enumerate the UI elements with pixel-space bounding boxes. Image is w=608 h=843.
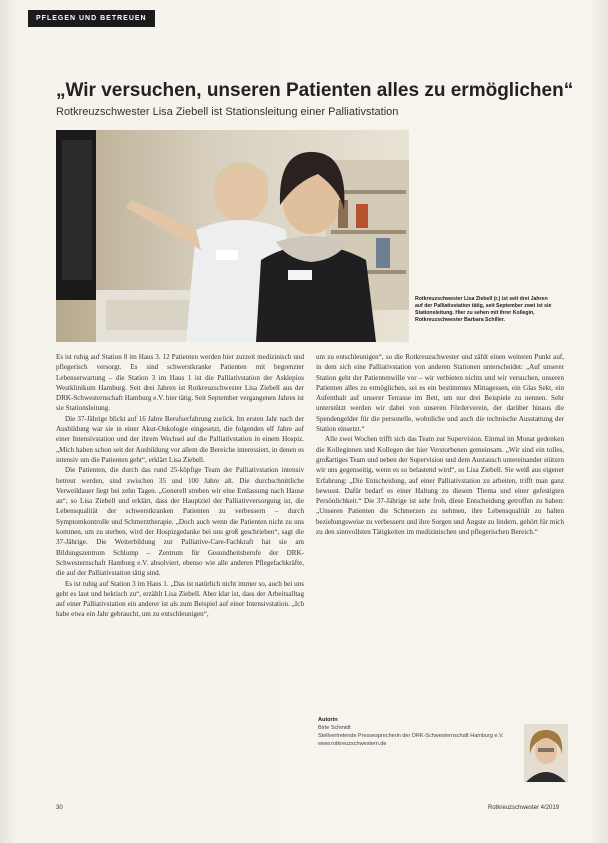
article-photo bbox=[56, 130, 409, 342]
author-url[interactable]: www.rotkreuzschwestern.de bbox=[318, 741, 387, 747]
author-box bbox=[318, 716, 518, 748]
paragraph: Alle zwei Wochen trifft sich das Team zur Supervision. Einmal im Monat gedenken die Kolleginnen und Kollegen der hier Verstorbenen gemeinsam. „Wir sind ein tolles, großartiges Team und neben der Supervision und dem Austausch untereinander stützen wir uns gegenseitig, wenn es so belastend wird“, so Lisa Ziebell. Sie weiß aus eigener Erfahrung: „Die Entscheidung, auf einer Palliativstation zu arbeiten, trifft man ganz bewusst. Dafür bedarf es einer Haltung zu diesem Thema und einer gefestigten Persönlichkeit.“ Die 37-Jährige ist sehr froh, diese Entscheidung getroffen zu haben: „Unseren Patienten die Schmerzen zu nehmen, ihre Lebensqualität zu halten beziehungsweise zu verbessern und ihre Sorgen und Ängste zu lindern, gehört für mich zu den sinnvollsten Tätigkeiten im medizinischen und pflegerischen Bereich.“ bbox=[316, 435, 564, 537]
article-column-right bbox=[316, 352, 564, 652]
paragraph: Es ist ruhig auf Station 3 im Haus 1. „Das ist natürlich nicht immer so, auch bei uns geht es laut und hektisch zu“, erzählt Lisa Ziebell. Aber klar ist, dass der Arbeitsalltag auf einer Palliativstation ein anderer ist als zum Beispiel auf einer Intensivstation. „Ich habe etwa ein Jahr gebraucht, um zu entschleunigen“, bbox=[56, 579, 304, 619]
paragraph: Die 37-Jährige blickt auf 16 Jahre Berufserfahrung zurück. Im ersten Jahr nach der Ausbildung war sie in einer Akut-Onkologie eingesetzt, die folgenden elf Jahre auf einer Intensivstation und der ihrem Wechsel auf die Palliativstation in einem Hospiz. „Mich haben schon seit der Ausbildung vor allem die Bereiche interessiert, in denen es intensiv um die Patienten geht“, erklärt Lisa Ziebell. bbox=[56, 414, 304, 464]
paragraph: Es ist ruhig auf Station 8 im Haus 3. 12 Patienten werden hier zurzeit medizinisch und pflegerisch versorgt. Es sind schwerstkranke Patienten mit begrenzter Lebenserwartung – die Station 3 im Haus 1 ist die Palliativstation der Asklepios Westklinikum Hamburg. Seit drei Jahren ist Rotkreuzschwester Lisa Ziebell aus der DRK-Schwesternschaft Hamburg e.V. hier tätig. Seit September vergangenen Jahres ist sie Stationsleitung. bbox=[56, 353, 304, 413]
author-photo bbox=[524, 724, 568, 782]
magazine-issue: Rotkreuzschwester 4/2019 bbox=[488, 805, 560, 811]
article-title: „Wir versuchen, unseren Patienten alles zu ermöglichen“ bbox=[56, 80, 574, 101]
author-label: Autorin bbox=[318, 717, 338, 723]
section-tag: PFLEGEN UND BETREUEN bbox=[28, 10, 155, 27]
author-portrait bbox=[524, 724, 568, 782]
page-number: 30 bbox=[56, 805, 63, 811]
article-column-left bbox=[56, 352, 304, 752]
paragraph: um zu entschleunigen“, so die Rotkreuzschwester und zählt einen weiteren Punkt auf, in dem sich eine Palliativstation von anderen Stationen unterscheidet: „Auf unserer Station geht der Patientenwille vor – wir verbieten nichts und wir versuchen, unseren Patienten alles zu ermöglichen, sei es ein bestimmtes Mittagessen, ein Glas Sekt, ein Aufenthalt auf unserer Terrasse im Bett, um nur drei Beispiele zu nennen. Sehr unterstützt werden wir dabei von unseren Förderverein, der darüber hinaus die Spendengelder für die personelle, wohnliche und auch die technische Ausstattung der Station einsetzt.“ bbox=[316, 353, 564, 434]
photo-two-nurses bbox=[56, 130, 409, 342]
photo-caption: Rotkreuzschwester Lisa Ziebell (r.) ist seit drei Jahren auf der Palliativstation tätig, seit September zwei ist sie Stationsleitung. Hier zu sehen mit ihrer Kollegin, Rotkreuzschwester Barbara Schiller. bbox=[415, 296, 552, 323]
article-subtitle: Rotkreuzschwester Lisa Ziebell ist Stationsleitung einer Palliativstation bbox=[56, 106, 399, 118]
author-role: Stellvertretende Pressesprecherin der DRK-Schwesternschaft Hamburg e.V. bbox=[318, 733, 504, 739]
paragraph: Die Patienten, die durch das rund 25-köpfige Team der Palliativstation intensiv betreut werden, sind zwischen 35 und 100 Jahre alt. Die durchschnittliche Verweildauer liegt bei zehn Tagen. „Generell streben wir eine Entlassung nach Hause an“, so Lisa Ziebell und erklärt, dass der Hauptziel der Palliativversorgung ist, die Lebensqualität der schwerstkranken Patienten zu verbessern – durch Symptomkontrolle und Schmerztherapie. „Doch auch wenn die Patienten nicht zu uns kommen, um zu sterben, wird der Hospizgedanke bei uns groß geschrieben“, sagt die 37-Jährige. Die Weiterbildung zur Palliative-Care-Fachkraft hat sie am Bildungszentrum Schlump – Zentrum für Gesundheitsberufe der DRK-Schwesternschaft Hamburg e.V. absolviert, ebenso wie alle anderen Pflegefachkräfte, die auf der Palliativstation tätig sind. bbox=[56, 466, 304, 578]
author-name: Birte Schmidt bbox=[318, 725, 351, 731]
